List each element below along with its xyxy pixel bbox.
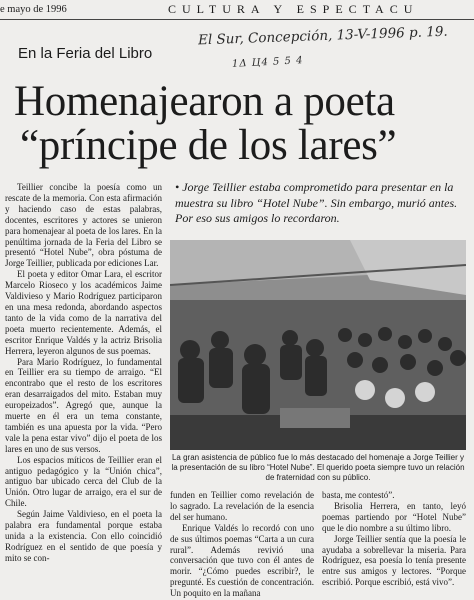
handwritten-source-note: El Sur, Concepción, 13-V-1996 p. 19. [197,23,448,49]
publication-date: e mayo de 1996 [0,4,67,15]
headline-line-1: Homenajearon a poeta [14,78,395,125]
paragraph: Según Jaime Valdivieso, en el poeta la palabra era fundamental porque estaba unida a la existencia. Con ello coincidió Rodríguez en el sentido de que poesía y mito se con- [5,509,162,563]
paragraph: Enrique Valdés lo recordó con uno de sus últimos poemas “Carta a un cura rural”. Además revivió una conversación que tuvo con él antes de morir. “¿Cómo puedes escribir?, le pregunté. Es cuestión de concentración. Un poquito en la mañana [170,522,314,599]
paragraph: Brisolia Herrera, en tanto, leyó poemas partiendo por “Hotel Nube” que le dio nombre a su último libro. [322,500,466,533]
audience-photo-illustration [170,240,466,450]
event-photo [170,240,466,450]
paragraph: basta, me contestó”. [322,490,395,500]
paragraph: El poeta y editor Omar Lara, el escritor Marcelo Rioseco y los académicos Jaime Valdivieso y Mario Rodríguez participaron en una mesa redonda, abordando aspectos tanto de la vida como de la narrativa del poeta muerto recientemente. Además, el escritor Enrique Valdés y la actriz Brisolia Herrera, leyeron algunos de sus poemas. [5,269,162,356]
paragraph: Teillier concibe la poesía como un rescate de la memoria. Con esta afirmación y haciendo caso de estas palabras, docentes, escritores y actores se unieron para homenajear al poeta de los lares. En la penúltima jornada de la Feria del Libro se presentó “Hotel Nube”, obra póstuma de Jorge Teillier, publicada por ediciones Lar. [5,182,162,269]
body-column-2 [170,490,314,600]
paragraph: Los espacios míticos de Teillier eran el antiguo pedagógico y la “Unión chica”, antiguo bar ubicado cerca del Club de la Unión. Otro lugar de arraigo, era el sur de Chile. [5,454,162,509]
archive-number: 1Δ Ц4 5 5 4 [231,55,304,70]
article-kicker: En la Feria del Libro [18,45,153,62]
body-column-3 [322,490,466,600]
section-header: CULTURA Y ESPECTACU [168,2,419,16]
photo-caption: La gran asistencia de público fue lo más destacado del homenaje a Jorge Teillier y la presentación de su libro “Hotel Nube”. El querido poeta siempre tuvo un relación de fraternidad con su público. [171,453,465,482]
article-lead: • Jorge Teillier estaba comprometido para presentar en la muestra su libro “Hotel Nube”. Sin embargo, murió antes. Por eso sus amigos lo recordaron. [175,180,458,226]
body-column-1 [5,182,162,600]
headline-line-2: “príncipe de los lares” [20,122,397,169]
paragraph: Jorge Teillier sentía que la poesía le ayudaba a sobrellevar la miseria. Para Rodríguez, esa poesía lo tenía presente entre sus amigos y lectores. “Porque escribió. Porque escribió, está vivo”. [322,533,466,588]
paragraph: funden en Teillier como revelación de lo sagrado. La revelación de la esencia del ser humano. [170,490,314,522]
header-rule [0,19,474,20]
paragraph: Para Mario Rodríguez, lo fundamental en Teillier era su tiempo de arraigo. “El encontrabo que el resto de los escritores eran desarraigados del mito. Estaban muy europeizados”. Agregó que, aunque la muerte en él era un tema constante, también es una apuesta por la vida. “Pero vale la pena estar vivo” dijo el poeta de los lares en uno de sus versos. [5,356,162,454]
